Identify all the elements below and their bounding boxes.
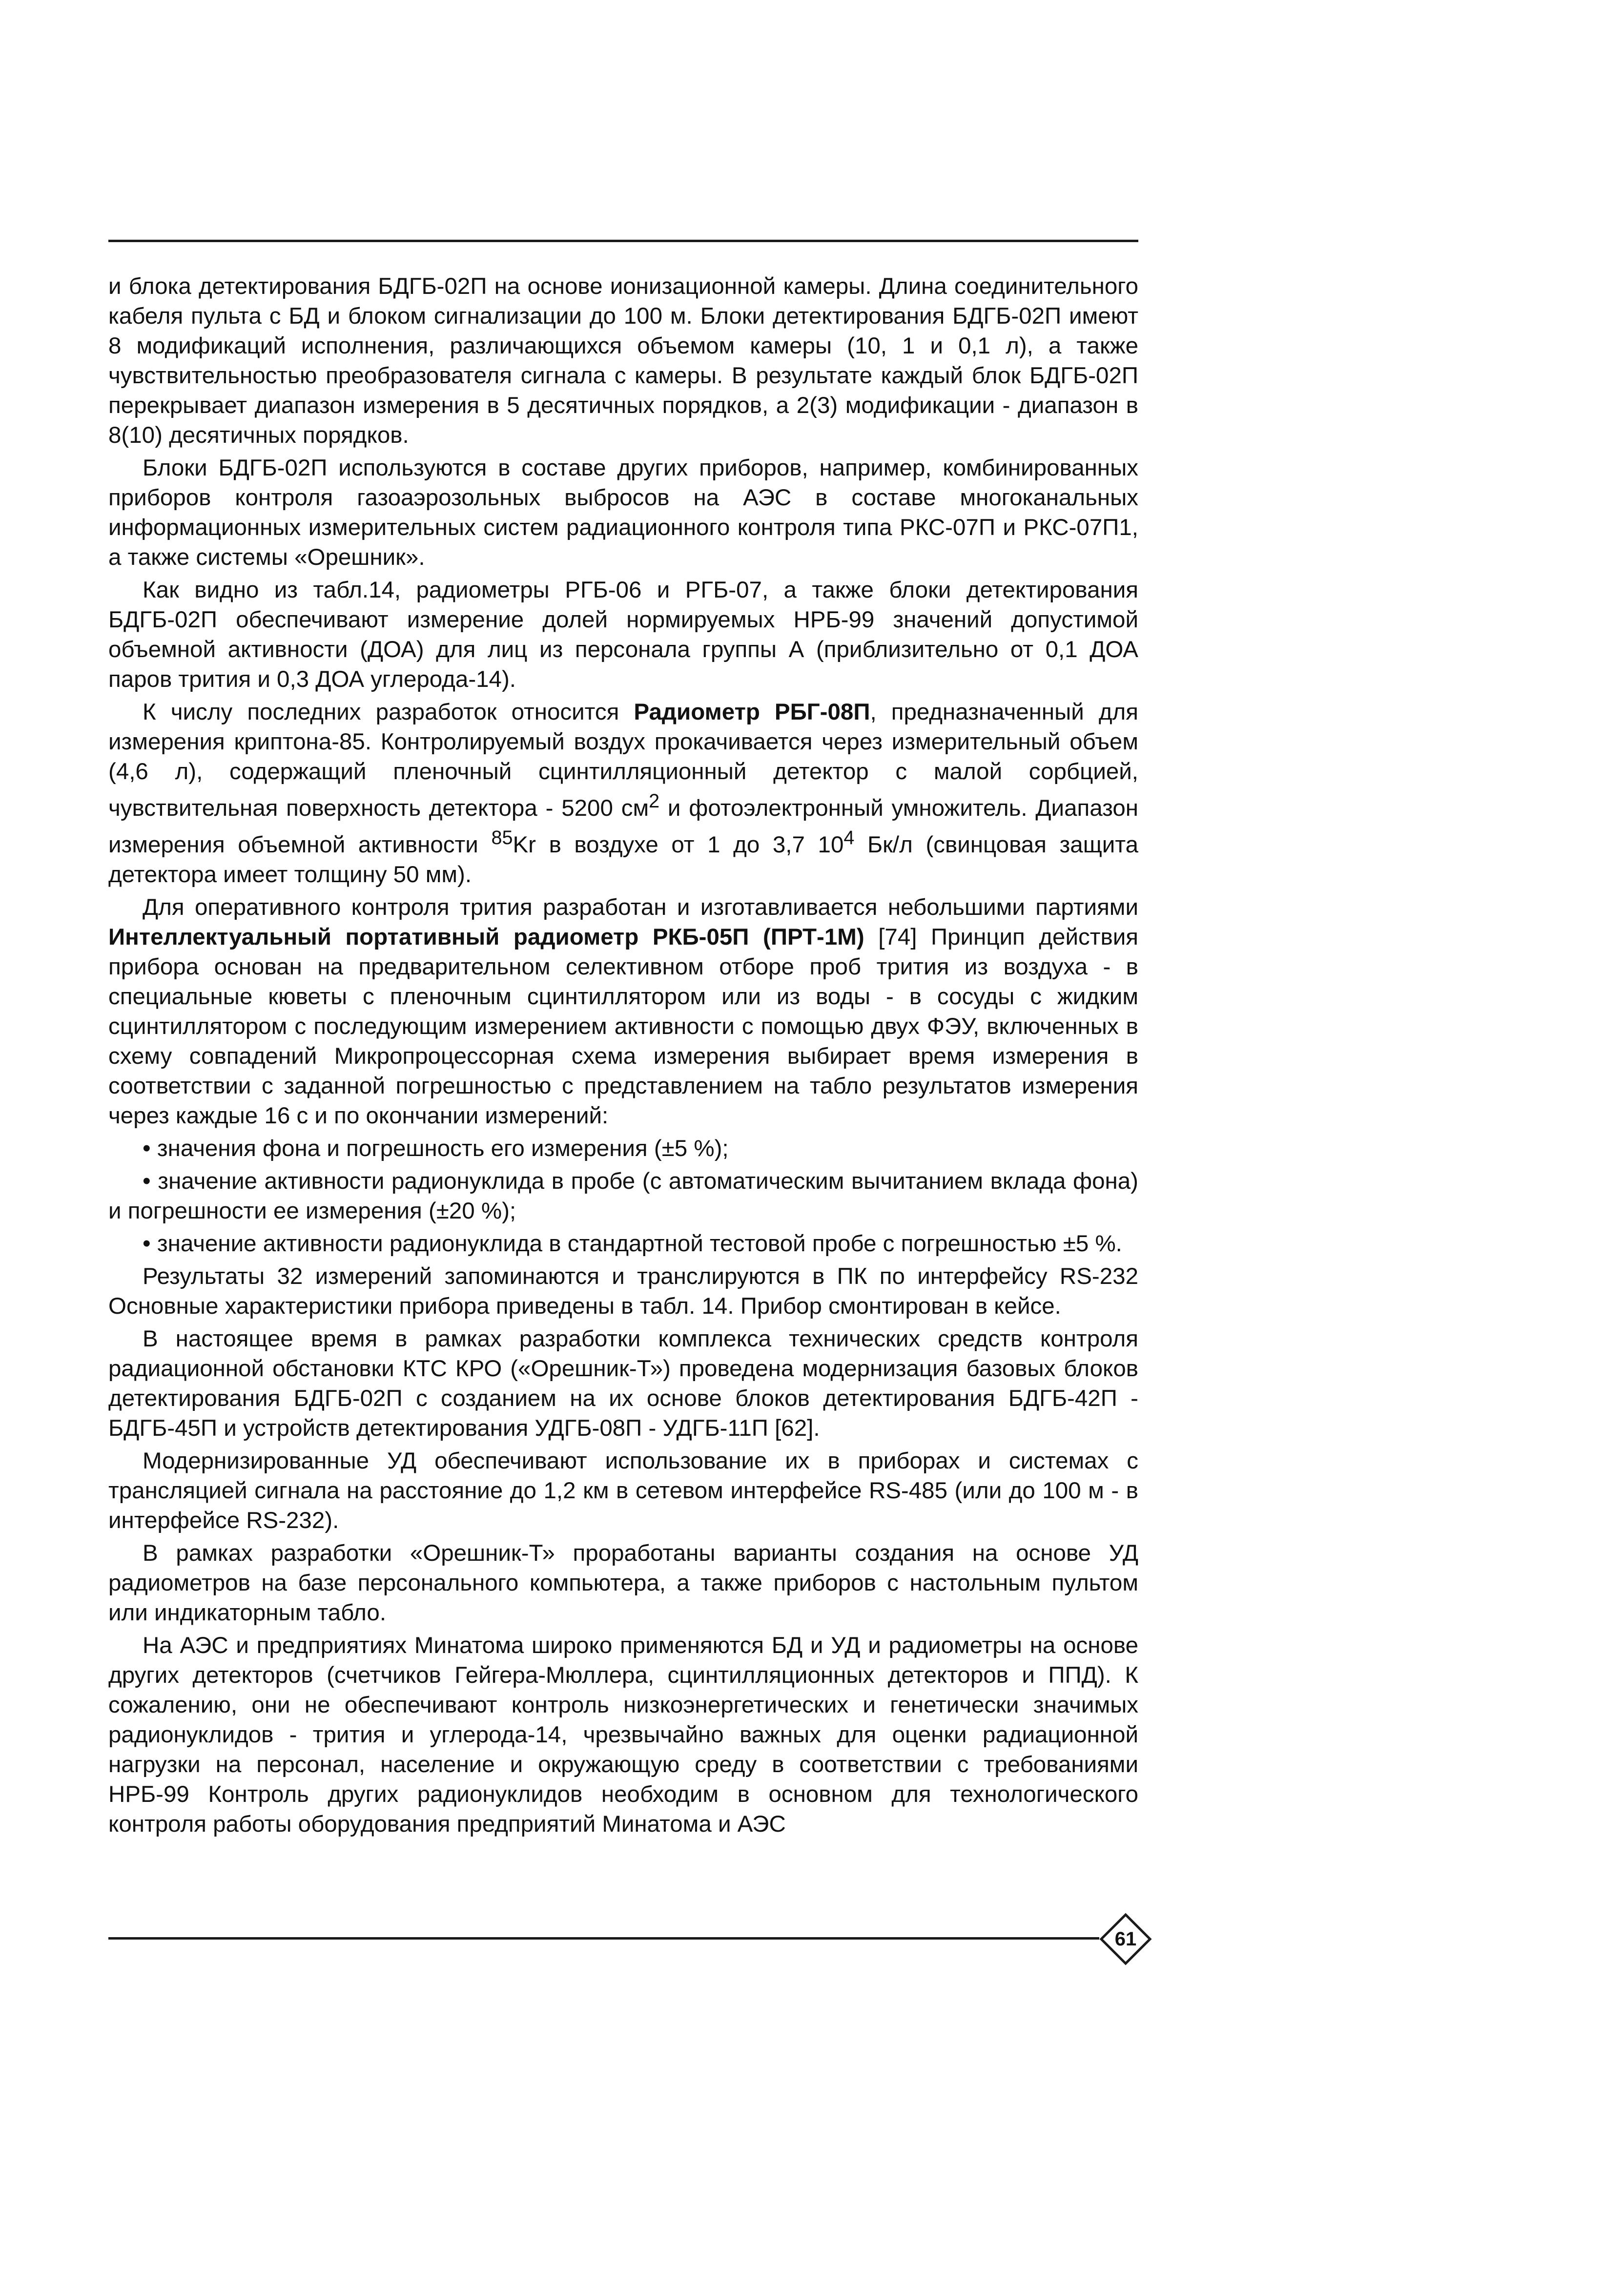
paragraph-8: Модернизированные УД обеспечивают использование их в приборах и системах с трансляцией сигнала на расстояние до 1,2 км в сетевом интерфейсе RS-485 (или до 100 м - в интерфейсе RS-232). — [108, 1447, 1138, 1533]
paragraph-5 — [108, 892, 1138, 1131]
paragraph-2: Блоки БДГБ-02П используются в составе других приборов, например, комбинированных приборов контроля газоаэрозольных выбросов на АЭС в составе многоканальных информационных измерительных систем радиационного контроля типа РКС-07П и РКС-07П1, а также системы «Орешник». — [108, 455, 1138, 570]
paragraph-4-text: Kr в воздухе от 1 до 3,7 10 — [513, 831, 844, 858]
bullet-item: • значение активности радионуклида в стандартной тестовой пробе с погрешностью ±5 %. — [143, 1230, 1122, 1257]
superscript: 85 — [491, 827, 513, 848]
paragraph-1: и блока детектирования БДГБ-02П на основе ионизационной камеры. Длина соединительного кабеля пульта с БД и блоком сигнализации до 100 м. Блоки детектирования БДГБ-02П имеют 8 модификаций исполнения, различающихся объемом камеры (10, 1 и 0,1 л), а также чувствительностью преобразователя сигнала с камеры. В результате каждый блок БДГБ-02П перекрывает диапазон измерения в 5 десятичных порядков, а 2(3) модификации - диапазон в 8(10) десятичных порядков. — [108, 273, 1138, 448]
device-name-rkb-05p: Интеллектуальный портативный радиометр РКБ-05П (ПРТ-1М) — [108, 924, 864, 950]
bottom-rule — [108, 1937, 1099, 1940]
superscript: 4 — [843, 827, 855, 848]
paragraph-5-text: Для оперативного контроля трития разработан и изготавливается небольшими партиями — [143, 894, 1138, 920]
paragraph-4-text: Бк/л (свинцовая защита детектора имеет толщину 50 мм). — [108, 831, 1138, 888]
paragraph-4-text: К числу последних разработок относится — [143, 699, 634, 725]
paragraph-4-text: и фотоэлектронный умножитель. Диапазон измерения объемной активности — [108, 795, 1139, 858]
device-name-rbg-08p: Радиометр РБГ-08П — [634, 699, 870, 725]
page-number: 61 — [1114, 1928, 1137, 1950]
superscript: 2 — [649, 790, 660, 812]
paragraph-6: Результаты 32 измерений запоминаются и транслируются в ПК по интерфейсу RS-232 Основные характеристики прибора приведены в табл. 14. Прибор смонтирован в кейсе. — [108, 1263, 1138, 1319]
top-rule — [108, 240, 1138, 242]
paragraph-9: В рамках разработки «Орешник-Т» проработаны варианты создания на основе УД радиометров на базе персонального компьютера, а также приборов с настольным пультом или индикаторным табло. — [108, 1540, 1138, 1626]
paragraph-7: В настоящее время в рамках разработки комплекса технических средств контроля радиационной обстановки КТС КРО («Орешник-Т») проведена модернизация базовых блоков детектирования БДГБ-02П с созданием на их основе блоков детектирования БДГБ-42П - БДГБ-45П и устройств детектирования УДГБ-08П - УДГБ-11П [62]. — [108, 1325, 1138, 1441]
bullet-item: • значение активности радионуклида в пробе (с автоматическим вычитанием вклада фона) и погрешности ее измерения (±20 %); — [108, 1168, 1138, 1224]
paragraph-3: Как видно из табл.14, радиометры РГБ-06 и РГБ-07, а также блоки детектирования БДГБ-02П обеспечивают измерение долей нормируемых НРБ-99 значений допустимой объемной активности (ДОА) для лиц из персонала группы А (приблизительно от 0,1 ДОА паров трития и 0,3 ДОА углерода-14). — [108, 577, 1138, 692]
paragraph-4 — [108, 697, 1138, 889]
paragraph-10: На АЭС и предприятиях Минатома широко применяются БД и УД и радиометры на основе других детекторов (счетчиков Гейгера-Мюллера, сцинтилляционных детекторов и ППД). К сожалению, они не обеспечивают контроль низкоэнергетических и генетически значимых радионуклидов - трития и углерода-14, чрезвычайно важных для оценки радиационной нагрузки на персонал, население и окружающую среду в соответствии с требованиями НРБ-99 Контроль других радионуклидов необходим в основном для технологического контроля работы оборудования предприятий Минатома и АЭС — [108, 1632, 1138, 1837]
paragraph-5-text: [74] Принцип действия прибора основан на предварительном селективном отборе проб трития из воздуха - в специальные кюветы с пленочным сцинтиллятором или из воды - в сосуды с жидким сцинтиллятором с последующим измерением активности с помощью двух ФЭУ, включенных в схему совпадений Микропроцессорная схема измерения выбирает время измерения в соответствии с заданной погрешностью с представлением на табло результатов измерения через каждые 16 с и по окончании измерений: — [108, 924, 1138, 1129]
bullet-item: • значения фона и погрешность его измерения (±5 %); — [143, 1135, 729, 1161]
text-column — [108, 271, 1138, 1842]
paragraph-4-text: , предназначенный для измерения криптона-85. Контролируемый воздух прокачивается через измерительный объем (4,6 л), содержащий пленочный сцинтилляционный детектор с малой сорбцией, чувствительная поверхность детектора - 5200 см — [108, 699, 1138, 821]
